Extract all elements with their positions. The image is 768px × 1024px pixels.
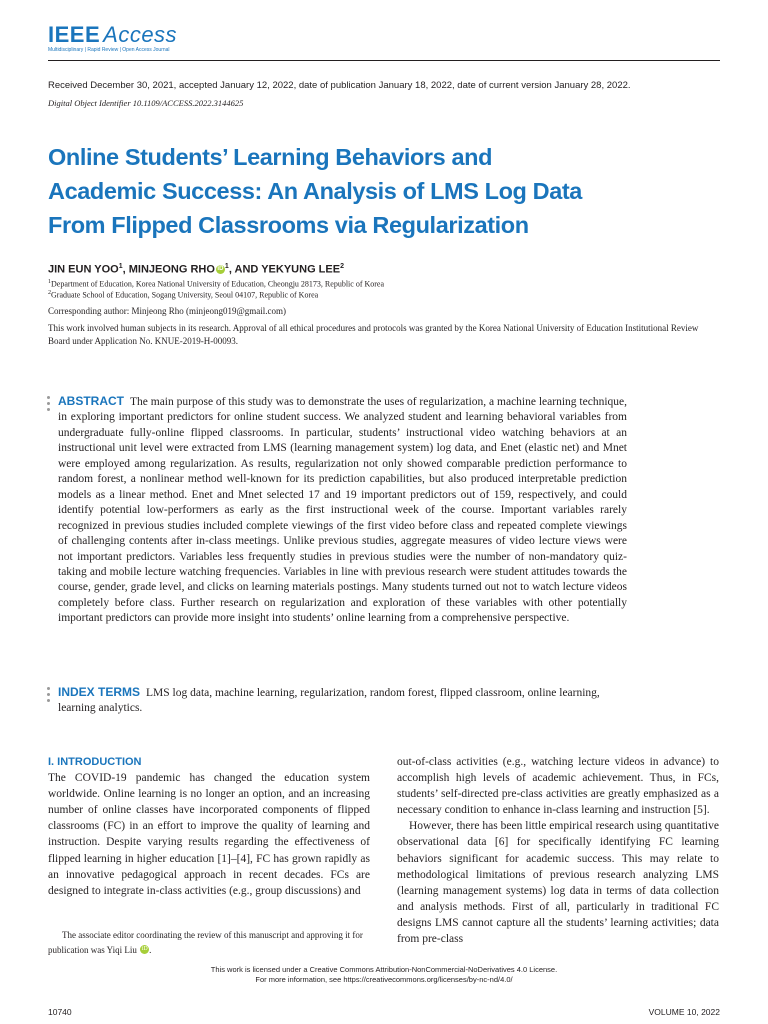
footnote-text: The associate editor coordinating the review of this manuscript and approving it for publication was Yiqi Liu [48, 930, 363, 955]
intro-paragraph: The COVID-19 pandemic has changed the education system worldwide. Online learning is no longer an option, and an increasing number of online classes have incorporated components of flipped classrooms (FC) in an effort to improve the quality of learning and instruction. Despite varying results regarding the effectiveness of flipped learning in higher education [1]–[4], FC has grown rapidly as an innovative pedagogical approach in recent decades. FCs are designed to integrate in-class activities (e.g., group discussions) and [48, 772, 370, 897]
journal-tagline: Multidisciplinary | Rapid Review | Open Access Journal [48, 47, 170, 53]
index-terms-text: LMS log data, machine learning, regularization, random forest, flipped classroom, online learning, learning analytics. [58, 687, 600, 715]
title-line: Academic Success: An Analysis of LMS Log Data [48, 178, 582, 204]
author-list [48, 263, 344, 276]
author-name: , AND YEKYUNG LEE [228, 263, 341, 276]
author-sup: 2 [340, 263, 344, 270]
abstract [58, 394, 627, 627]
editor-footnote [48, 928, 370, 958]
article-title [48, 140, 720, 242]
affiliation [48, 290, 318, 300]
intro-paragraph: out-of-class activities (e.g., watching lecture videos in advance) to accomplish high levels of academic achievement. Thus, in FCs, students’ self-directed pre-class activities are greatly emphasized as a necessary condition to enhance in-class learning and instruction [5]. [397, 756, 719, 817]
author-name: , MINJEONG RHO [122, 263, 215, 276]
author-name: JIN EUN YOO [48, 263, 119, 276]
doi: Digital Object Identifier 10.1109/ACCESS.2022.3144625 [48, 98, 244, 108]
journal-logo [48, 22, 177, 48]
affiliation [48, 279, 384, 289]
author-sup: 1 [224, 263, 229, 270]
title-line: Online Students’ Learning Behaviors and [48, 144, 493, 170]
title-line: From Flipped Classrooms via Regularization [48, 212, 529, 238]
journal-name-main: IEEE [48, 22, 101, 47]
license-link[interactable]: For more information, see https://creativecommons.org/licenses/by-nc-nd/4.0/ [255, 975, 513, 984]
page-number: 10740 [48, 1007, 72, 1017]
journal-name-sub: Access [103, 22, 178, 47]
orcid-icon[interactable]: iD [217, 265, 224, 272]
affiliation-number: 2 [48, 290, 51, 296]
header-rule [48, 60, 720, 61]
left-column [48, 754, 370, 899]
article-dates: Received December 30, 2021, accepted January 12, 2022, date of publication January 18, 2022, date of current version January 28, 2022. [48, 80, 631, 91]
affiliation-number: 1 [48, 279, 51, 285]
volume-info: VOLUME 10, 2022 [648, 1007, 720, 1017]
index-terms [58, 685, 627, 717]
index-terms-heading: INDEX TERMS [58, 685, 141, 699]
affiliation-text: Graduate School of Education, Sogang University, Seoul 04107, Republic of Korea [51, 290, 319, 300]
corresponding-author: Corresponding author: Minjeong Rho (minjeong019@gmail.com) [48, 306, 287, 316]
orcid-icon[interactable]: iD [141, 946, 148, 952]
author-sup: 1 [118, 263, 123, 270]
license-line: This work is licensed under a Creative Commons Attribution-NonCommercial-NoDerivatives 4.0 License. [210, 965, 558, 974]
footnote-end: . [149, 945, 152, 955]
affiliation-text: Department of Education, Korea National University of Education, Cheongju 28173, Republic of Korea [51, 279, 385, 289]
abstract-heading: ABSTRACT [58, 394, 124, 408]
section-heading: I. INTRODUCTION [48, 756, 142, 768]
intro-paragraph: However, there has been little empirical research using quantitative observational data [6] for specifically identifying FC learning behaviors significant for academic success. This may relate to methodological limitations of previous research analyzing LMS (learning management systems) log data in terms of data collection and analysis methods. First of all, particularly in traditional FC designs LMS cannot capture all the students’ learning activities; data from pre-class [397, 820, 719, 946]
abstract-marker-icon [47, 396, 50, 414]
index-terms-marker-icon [47, 687, 50, 705]
abstract-text: The main purpose of this study was to demonstrate the uses of regularization, a machine learning technique, in exploring important predictors for online student success. We analyzed student and learning behavioral variables from undergraduate fully-online flipped classrooms. In particular, students’ instructional video watching behaviors at an instructional unit level were extracted from LMS (learning management system) log data, and Enet (elastic net) and Mnet were employed among regularization. As results, regularization not only showed comparable prediction performance to random forest, a nonlinear method well-known for its prediction capabilities, but also produced interpretable prediction models as a linear method. Enet and Mnet selected 17 and 19 important predictors out of 159, respectively, and could identify potential low-performers as early as the first instructional week of the course. Important variables rarely recognized in previous studies included complete viewings of the first video before class and repeated complete viewings of challenging contents after in-class meetings. Unlike previous studies, aggregate measures of video lecture views were not important predictors. Variables less frequently studies in previous studies were the number of non-mandatory quiz-taking and mobile lecture watching frequencies. Variables in line with previous research were student attitudes towards the course, gender, grade level, and clicks on learning materials postings. Many students turned out not to watch lecture videos completely before class. Further research on regularization and exploration of these variables with other potentially important predictors can provide more insight into students’ online learning from a comprehensive perspective. [58, 396, 627, 625]
ethics-statement: This work involved human subjects in its research. Approval of all ethical procedures and protocols was granted by the Korea National University of Education Institutional Review Board under Application No. KNUE-2019-H-00093. [48, 323, 699, 346]
right-column [397, 754, 719, 947]
